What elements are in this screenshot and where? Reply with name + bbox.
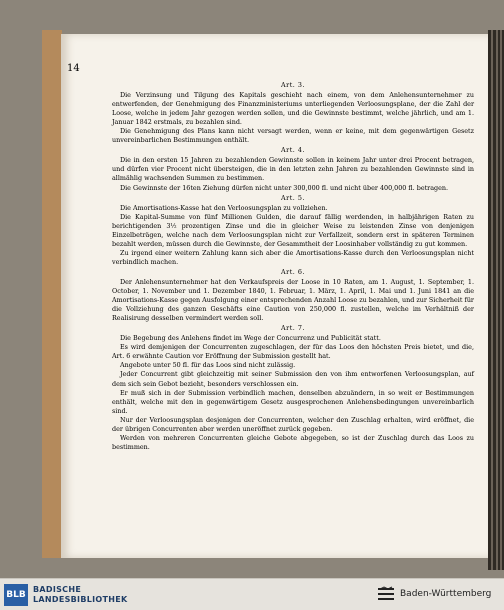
article-paragraph: Zu irgend einer weitern Zahlung kann sich aber die Amortisations-Kasse durch den Verloosungsplan nicht verbindlich machen. (112, 248, 474, 266)
blb-line-1: BADISCHE (33, 585, 82, 594)
blb-line-2: LANDESBIBLIOTHEK (33, 595, 128, 604)
article-paragraph: Die Verzinsung und Tilgung des Kapitals geschieht nach einem, von dem Anlehensunternehmer zu entwerfenden, der Genehmigung des Finanzministeriums unterliegenden Verloosungsplane, der die Zahl der Loose, welche in jedem Jahr gezogen werden sollen, und die Gewinnste bestimmt, welche jährlich, und am 1. Januar 1842 erstmals, zu bezahlen sind. (112, 91, 474, 127)
article-heading: Art. 5. (281, 193, 305, 202)
baden-wuerttemberg-label[interactable]: Baden-Württemberg (400, 589, 492, 599)
article-paragraph: Jeder Concurrent gibt gleichzeitig mit seiner Submission den von ihm entworfenen Verloosungsplan, auf dem sich sein Gebot bezieht, besonders verschlossen ein. (112, 370, 474, 388)
blb-library-name[interactable] (33, 585, 128, 605)
article-paragraph: Die Gewinnste der 16ten Ziehung dürfen nicht unter 300,000 fl. und nicht über 400,000 fl. betragen. (120, 183, 449, 192)
article-heading: Art. 7. (281, 324, 305, 333)
article-paragraph: Die Begebung des Anlehens findet im Wege der Concurrenz und Publicität statt. (120, 334, 381, 343)
article-paragraph: Die in den ersten 15 Jahren zu bezahlenden Gewinnste sollen in keinem Jahr unter drei Procent betragen, und dürfen vier Procent nicht übersteigen, die in den letzten zehn Jahren zu bezahlenden Gewinnste sind in allmählig wachsenden Summen zu bestimmen. (112, 156, 474, 183)
baden-wuerttemberg-emblem-icon[interactable] (376, 585, 396, 605)
article-paragraph: Die Amortisations-Kasse hat den Verloosungsplan zu vollziehen. (120, 203, 328, 212)
article-heading: Art. 3. (281, 81, 305, 89)
article-paragraph: Nur der Verloosungsplan desjenigen der Concurrenten, welcher den Zuschlag erhalten, wird eröffnet, die der übrigen Concurrenten aber werden uneröffnet zurück gegeben. (112, 415, 474, 433)
page-text (112, 80, 474, 452)
article-paragraph: Es wird demjenigen der Concurrenten zugeschlagen, der für das Loos den höchsten Preis bietet, und die, Art. 6 erwähnte Caution vor Eröffnung der Submission gestellt hat. (112, 343, 474, 361)
page-number: 14 (67, 63, 80, 74)
article-paragraph: Die Genehmigung des Plans kann nicht versagt werden, wenn er keine, mit dem gegenwärtigen Gesetz unvereinbarlichen Bestimmungen enthält. (112, 127, 474, 145)
article-paragraph: Die Kapital-Summe von fünf Millionen Gulden, die darauf fällig werdenden, in halbjährigen Raten zu berichtigenden 3½ prozentigen Zinse und die in gleicher Weise zu leistenden Zinse von denjenigen Einzelbeträgen, welche nach dem Verloosungsplan nicht zur Verfallzeit, sondern erst in späteren Terminen bezahlt werden, müssen durch die Gewinnste, der Gesammtheit der Loosinhaber vollständig zu gut kommen. (112, 212, 474, 248)
book-spine-edge (488, 30, 504, 570)
article-heading: Art. 4. (281, 146, 305, 155)
footer-bar (0, 578, 504, 610)
article-heading: Art. 6. (281, 267, 305, 276)
article-paragraph: Er muß sich in der Submission verbindlich machen, denselben abzuändern, in so weit er Bestimmungen enthält, welche mit den in gegenwärtigem Gesetz ausgesprochenen Anlehensbedingungen unvereinbarlich sind. (112, 388, 474, 415)
article-paragraph: Werden von mehreren Concurrenten gleiche Gebote abgegeben, so ist der Zuschlag durch das Loos zu bestimmen. (112, 433, 474, 451)
article-paragraph: Der Anlehensunternehmer hat den Verkaufspreis der Loose in 10 Raten, am 1. August, 1. September, 1. October, 1. November und 1. Dezember 1840, 1. Februar, 1. März, 1. April, 1. Mai und 1. Juni 1841 an die Amortisations-Kasse gegen Ausfolgung einer entsprechenden Anzahl Loose zu bezahlen, und zur Sicherheit für die Vollziehung des ganzen Geschäfts eine Caution von 250,000 fl. zustellen, welche im Verhältniß der Realisirung desselben vermindert werden soll. (112, 277, 474, 323)
blb-logo-icon[interactable]: BLB (4, 584, 28, 606)
article-paragraph: Angebote unter 50 fl. für das Loos sind nicht zulässig. (120, 361, 296, 370)
book-cover-edge (42, 30, 62, 558)
